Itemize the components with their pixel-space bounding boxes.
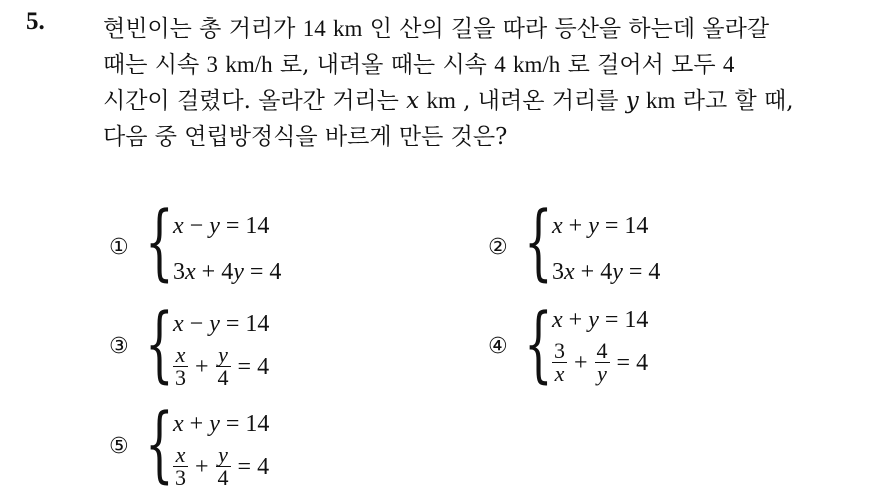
fraction: [216, 344, 231, 389]
eq-rhs: = 14: [219, 411, 270, 437]
eq-rhs: = 14: [219, 213, 270, 239]
equation-2: [552, 258, 660, 286]
eq-rhs: = 4: [237, 453, 270, 480]
fraction: [173, 344, 188, 389]
choice-3[interactable]: [105, 297, 425, 400]
eq-var: y: [612, 259, 623, 285]
eq-op: +: [562, 213, 589, 239]
math-quantity: km: [333, 16, 363, 41]
eq-op: +: [574, 259, 601, 285]
eq-op: −: [183, 213, 210, 239]
equation-1: [173, 310, 269, 338]
stem-text: 인 산의 길을 따라 등산을 하는데 올라갈: [362, 16, 770, 42]
stem-text: 시간이 걸렸다. 올라간 거리는: [103, 88, 407, 114]
stem-text: [506, 52, 513, 78]
choice-marker: ②: [488, 235, 508, 260]
choice-marker: ③: [109, 334, 129, 359]
stem-text: 다음 중 연립방정식을 바르게 만든 것은?: [103, 124, 508, 150]
math-quantity: 14: [302, 16, 326, 41]
choice-4[interactable]: [484, 297, 804, 400]
choice-5[interactable]: [105, 398, 425, 496]
eq-rhs: = 14: [598, 307, 649, 333]
eq-var: y: [588, 307, 599, 333]
math-quantity: km: [646, 88, 676, 113]
fraction-numerator: y: [216, 444, 231, 467]
eq-op: +: [195, 259, 222, 285]
fraction-denominator: 3: [175, 465, 186, 490]
fraction-numerator: 4: [596, 338, 608, 363]
eq-rhs: = 4: [237, 353, 270, 380]
fraction: [216, 444, 231, 489]
equation-2: [173, 258, 281, 286]
stem-line: [103, 47, 873, 83]
question-stem: [103, 11, 873, 155]
choice-marker: ①: [109, 235, 129, 260]
equation-2: [171, 344, 274, 389]
question-number: 5.: [26, 8, 45, 35]
eq-var: y: [209, 411, 220, 437]
eq-op: +: [183, 411, 210, 437]
eq-op: −: [183, 311, 210, 337]
fraction-denominator: 4: [217, 365, 229, 390]
fraction-denominator: y: [597, 361, 607, 386]
eq-var: x: [564, 259, 575, 285]
equation-2: [171, 444, 274, 489]
eq-rhs: = 14: [598, 213, 649, 239]
eq-rhs: = 4: [616, 349, 649, 376]
eq-coef: 4: [221, 259, 234, 285]
choice-1[interactable]: [105, 195, 425, 296]
math-variable: x: [406, 88, 420, 114]
stem-text: 로 걸어서 모두: [560, 52, 723, 78]
math-quantity: km: [426, 88, 456, 113]
eq-coef: 4: [600, 259, 613, 285]
equation-1: [552, 212, 648, 240]
eq-rhs: = 4: [243, 259, 282, 285]
stem-text: , 내려온 거리를: [455, 88, 626, 114]
eq-op: +: [195, 353, 209, 380]
choice-marker: ④: [488, 334, 508, 359]
eq-op: +: [574, 349, 588, 376]
fraction: [552, 340, 567, 385]
stem-text: 로, 내려올 때는 시속: [272, 52, 495, 78]
eq-var: x: [173, 311, 184, 337]
eq-var: y: [209, 311, 220, 337]
left-brace: {: [145, 297, 174, 392]
math-quantity: 4: [494, 52, 506, 77]
eq-op: +: [195, 453, 209, 480]
stem-text: 때는 시속: [103, 52, 207, 78]
math-quantity: 3: [206, 52, 218, 77]
eq-coef: 3: [173, 259, 185, 285]
stem-line: [103, 11, 873, 47]
stem-line: [103, 83, 873, 119]
fraction-denominator: x: [554, 361, 565, 386]
fraction-numerator: x: [173, 344, 188, 367]
math-quantity: 4: [722, 52, 735, 77]
math-quantity: km/h: [513, 52, 561, 77]
fraction-denominator: 4: [217, 465, 229, 490]
eq-op: +: [562, 307, 589, 333]
eq-var: x: [552, 213, 563, 239]
math-quantity: km/h: [225, 52, 273, 77]
stem-text: [639, 88, 646, 114]
stem-text: 라고 할 때,: [675, 88, 794, 114]
left-brace: {: [145, 397, 174, 492]
equation-2: [550, 340, 653, 385]
fraction-denominator: 3: [175, 365, 186, 390]
stem-text: 현빈이는 총 거리가: [103, 16, 303, 42]
math-variable: y: [625, 88, 639, 114]
fraction: [595, 340, 610, 385]
fraction-numerator: 3: [554, 338, 565, 363]
eq-rhs: = 14: [219, 311, 270, 337]
stem-text: [326, 16, 333, 42]
equation-1: [173, 212, 269, 240]
eq-var: y: [209, 213, 220, 239]
fraction: [173, 444, 188, 489]
eq-var: x: [552, 307, 563, 333]
fraction-numerator: y: [216, 344, 231, 367]
eq-var: y: [588, 213, 599, 239]
equation-1: [173, 410, 269, 438]
eq-var: y: [233, 259, 244, 285]
eq-var: x: [173, 411, 184, 437]
choice-marker: ⑤: [109, 434, 129, 459]
eq-rhs: = 4: [622, 259, 661, 285]
eq-var: x: [173, 213, 184, 239]
equation-1: [552, 306, 648, 334]
choice-2[interactable]: [484, 195, 804, 296]
stem-line: [103, 119, 873, 155]
left-brace: {: [145, 195, 174, 290]
left-brace: {: [524, 297, 553, 392]
eq-var: x: [185, 259, 196, 285]
left-brace: {: [524, 195, 553, 290]
eq-coef: 3: [552, 259, 564, 285]
fraction-numerator: x: [173, 444, 188, 467]
